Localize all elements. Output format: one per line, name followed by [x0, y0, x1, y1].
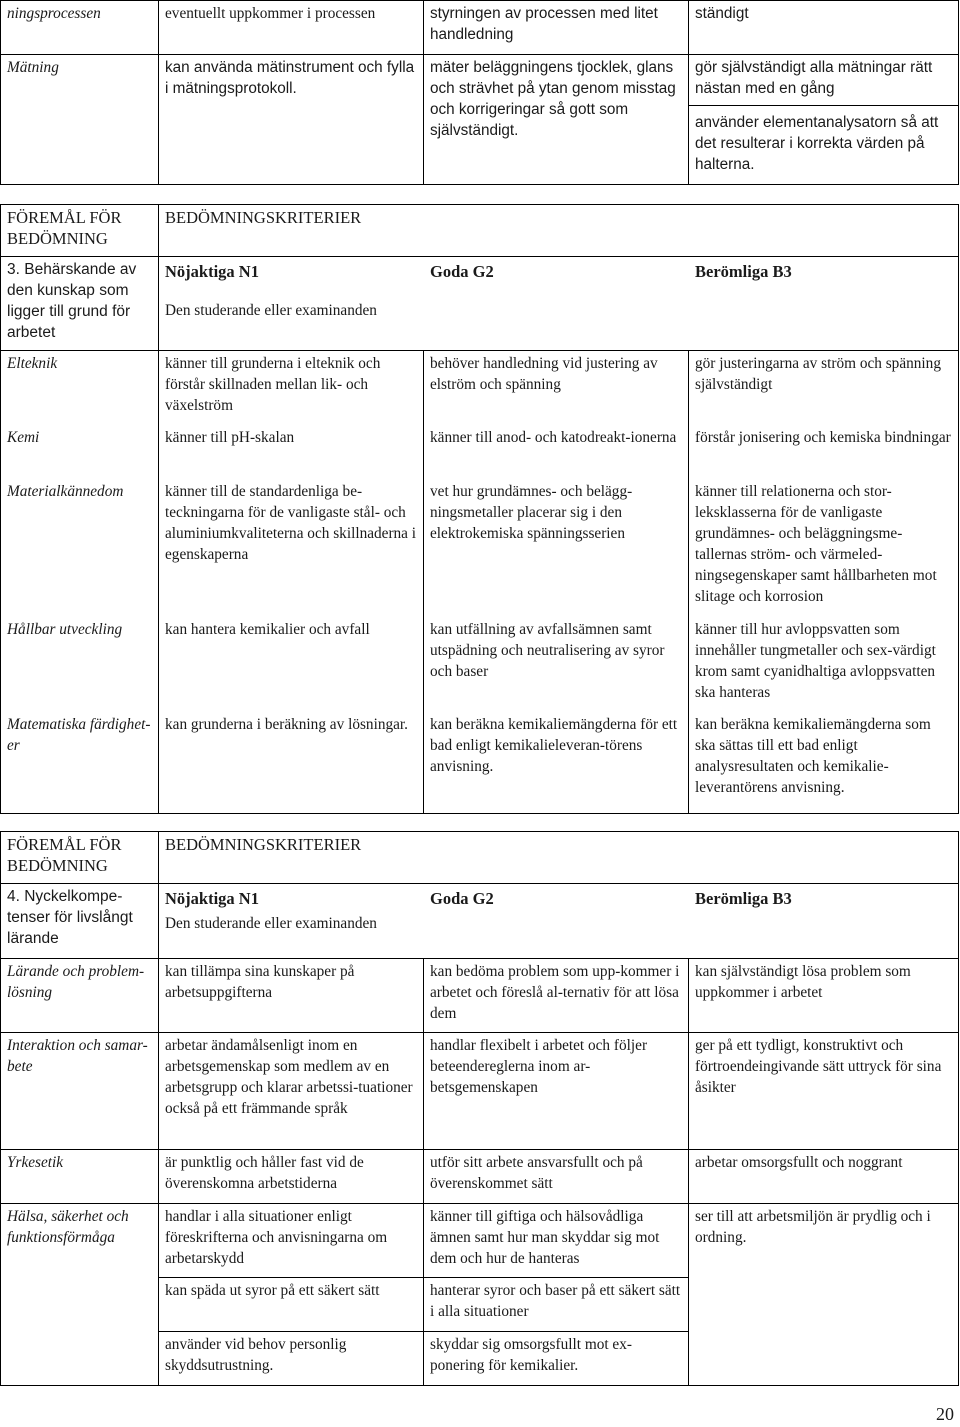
levels-row: [1, 257, 959, 351]
section4-table: [0, 831, 959, 1386]
level-g2: Goda G2: [430, 889, 494, 908]
criteria-g2: vet hur grundämnes- och belägg-ningsmetaller placerar sig i den elektrokemiska spänningsserien: [424, 479, 689, 617]
criteria-g2: mäter beläggningens tjocklek, glans och strävhet på ytan genom misstag och korrigeringar så gott som självständigt.: [424, 55, 689, 185]
student-line: Den studerande eller examinanden: [165, 302, 377, 319]
criteria-b3: ger på ett tydligt, konstruktivt och förtroendeingivande sätt uttryck för sina åsikter: [689, 1033, 959, 1150]
criteria-n1: arbetar ändamålsenligt inom en arbetsgemenskap som medlem av en arbetsgrupp och klarar arbetssi-tuationer också på ett främmande språk: [159, 1033, 424, 1150]
table-row: [1, 1332, 959, 1386]
criteria-n1: kan grunderna i beräkning av lösningar.: [159, 712, 424, 814]
section-header-row: [1, 832, 959, 884]
level-b3: Berömliga B3: [695, 889, 792, 908]
subject-label: Hållbar utveckling: [1, 617, 159, 712]
levels-header: [159, 884, 958, 909]
kriterier-header: BEDÖMNINGSKRITERIER: [159, 205, 959, 257]
criteria-g2: utför sitt arbete ansvarsfullt och på överenskommet sätt: [424, 1150, 689, 1204]
criteria-b3: [689, 1278, 959, 1332]
criteria-n1: känner till grunderna i elteknik och förstår skillnaden mellan lik- och växelström: [159, 351, 424, 425]
kriterier-header: BEDÖMNINGSKRITERIER: [159, 832, 959, 884]
criteria-b3: känner till relationerna och stor-leksklasserna för de vanligaste grundämnes- och beläggningsme-tallernas ström- och värmeled-ningsegenskaper samt hållbarheten mot slitage och korrosion: [689, 479, 959, 617]
subject-heading: 4. Nyckelkompe-tenser för livslångt lärande: [1, 884, 159, 959]
foremal-header: FÖREMÅL FÖR BEDÖMNING: [1, 205, 159, 257]
criteria-g2: hanterar syror och baser på ett säkert sätt i alla situationer: [424, 1278, 689, 1332]
table-row: [1, 959, 959, 1033]
criteria-n1: använder vid behov personlig skyddsutrustning.: [159, 1332, 424, 1386]
criteria-b3: [689, 1332, 959, 1386]
subject-label: Hälsa, säkerhet och funktionsförmåga: [1, 1204, 159, 1278]
table-row: [1, 425, 959, 479]
table-row: [1, 1033, 959, 1150]
criteria-b3: arbetar omsorgsfullt och noggrant: [689, 1150, 959, 1204]
section3-table: [0, 204, 959, 814]
criteria-g2: styrningen av processen med litet handledning: [424, 1, 689, 55]
table-row: [1, 1278, 959, 1332]
criteria-n1: känner till pH-skalan: [159, 425, 424, 479]
page-number: 20: [936, 1404, 954, 1424]
criteria-n1: handlar i alla situationer enligt föreskrifterna och anvisningarna om arbetarskydd: [159, 1204, 424, 1278]
criteria-n1: kan använda mätinstrument och fylla i mätningsprotokoll.: [159, 55, 424, 185]
criteria-g2: behöver handledning vid justering av elström och spänning: [424, 351, 689, 425]
subject-label: ningsprocessen: [1, 1, 159, 55]
section-header-row: [1, 205, 959, 257]
levels-row: [1, 884, 959, 959]
subject-label: Interaktion och samar-bete: [1, 1033, 159, 1150]
subject-label: Lärande och problem-lösning: [1, 959, 159, 1033]
criteria-b3: [689, 55, 959, 185]
criteria-g2: skyddar sig omsorgsfullt mot ex-ponering för kemikalier.: [424, 1332, 689, 1386]
levels-cell: [159, 257, 959, 351]
level-n1: Nöjaktiga N1: [165, 889, 259, 908]
criteria-g2: kan beräkna kemikaliemängderna för ett bad enligt kemikalieleveran-törens anvisning.: [424, 712, 689, 814]
subject-label: Kemi: [1, 425, 159, 479]
table-row: [1, 712, 959, 814]
foremal-header: FÖREMÅL FÖR BEDÖMNING: [1, 832, 159, 884]
criteria-b3-part-a: gör självständigt alla mätningar rätt nästan med en gång: [689, 55, 958, 106]
table-row: [1, 617, 959, 712]
level-n1: Nöjaktiga N1: [165, 262, 259, 281]
criteria-b3: känner till hur avloppsvatten som innehåller tungmetaller och sex-värdigt krom samt cyanidhaltiga avloppsvatten ska hanteras: [689, 617, 959, 712]
level-g2: Goda G2: [430, 262, 494, 281]
table-row: [1, 479, 959, 617]
table-row: [1, 351, 959, 425]
criteria-b3: ständigt: [689, 1, 959, 55]
level-b3: Berömliga B3: [695, 262, 792, 281]
table-row: [1, 1150, 959, 1204]
criteria-b3: kan självständigt lösa problem som uppkommer i arbetet: [689, 959, 959, 1033]
criteria-g2: känner till anod- och katodreakt-ionerna: [424, 425, 689, 479]
subject-heading: 3. Behärskande av den kunskap som ligger till grund för arbetet: [1, 257, 159, 351]
subject-label: Materialkännedom: [1, 479, 159, 617]
levels-header: [159, 257, 958, 282]
criteria-b3-part-b: använder elementanalysatorn så att det resulterar i korrekta värden på halterna.: [695, 114, 939, 173]
criteria-n1: kan hantera kemikalier och avfall: [159, 617, 424, 712]
criteria-n1: kan tillämpa sina kunskaper på arbetsuppgifterna: [159, 959, 424, 1033]
criteria-g2: känner till giftiga och hälsovådliga ämnen samt hur man skyddar sig mot dem och hur de hanteras: [424, 1204, 689, 1278]
criteria-b3: gör justeringarna av ström och spänning självständigt: [689, 351, 959, 425]
criteria-n1: är punktlig och håller fast vid de överenskomna arbetstiderna: [159, 1150, 424, 1204]
criteria-b3: förstår jonisering och kemiska bindningar: [689, 425, 959, 479]
criteria-g2: kan utfällning av avfallsämnen samt utspädning och neutralisering av syror och baser: [424, 617, 689, 712]
table-row: [1, 1, 959, 55]
criteria-b3: kan beräkna kemikaliemängderna som ska sättas till ett bad enligt analysresultaten och kemikalie-leverantörens anvisning.: [689, 712, 959, 814]
criteria-n1: känner till de standardenliga be-teckningarna för de vanligaste stål- och aluminiumkvaliteterna och skillnaderna i egenskaperna: [159, 479, 424, 617]
criteria-b3: ser till att arbetsmiljön är prydlig och i ordning.: [689, 1204, 959, 1278]
criteria-g2: kan bedöma problem som upp-kommer i arbetet och föreslå al-ternativ för att lösa dem: [424, 959, 689, 1033]
subject-label: Yrkesetik: [1, 1150, 159, 1204]
top-criteria-table: [0, 0, 959, 185]
criteria-n1: eventuellt uppkommer i processen: [159, 1, 424, 55]
criteria-n1: kan späda ut syror på ett säkert sätt: [159, 1278, 424, 1332]
table-row: [1, 55, 959, 185]
table-row: [1, 1204, 959, 1278]
student-line: Den studerande eller examinanden: [165, 915, 377, 932]
subject-label: Mätning: [1, 55, 159, 185]
subject-label: [1, 1278, 159, 1332]
criteria-g2: handlar flexibelt i arbetet och följer beteendereglerna inom ar-betsgemenskapen: [424, 1033, 689, 1150]
subject-label: [1, 1332, 159, 1386]
subject-label: Matematiska färdighet-er: [1, 712, 159, 814]
subject-label: Elteknik: [1, 351, 159, 425]
levels-cell: [159, 884, 959, 959]
